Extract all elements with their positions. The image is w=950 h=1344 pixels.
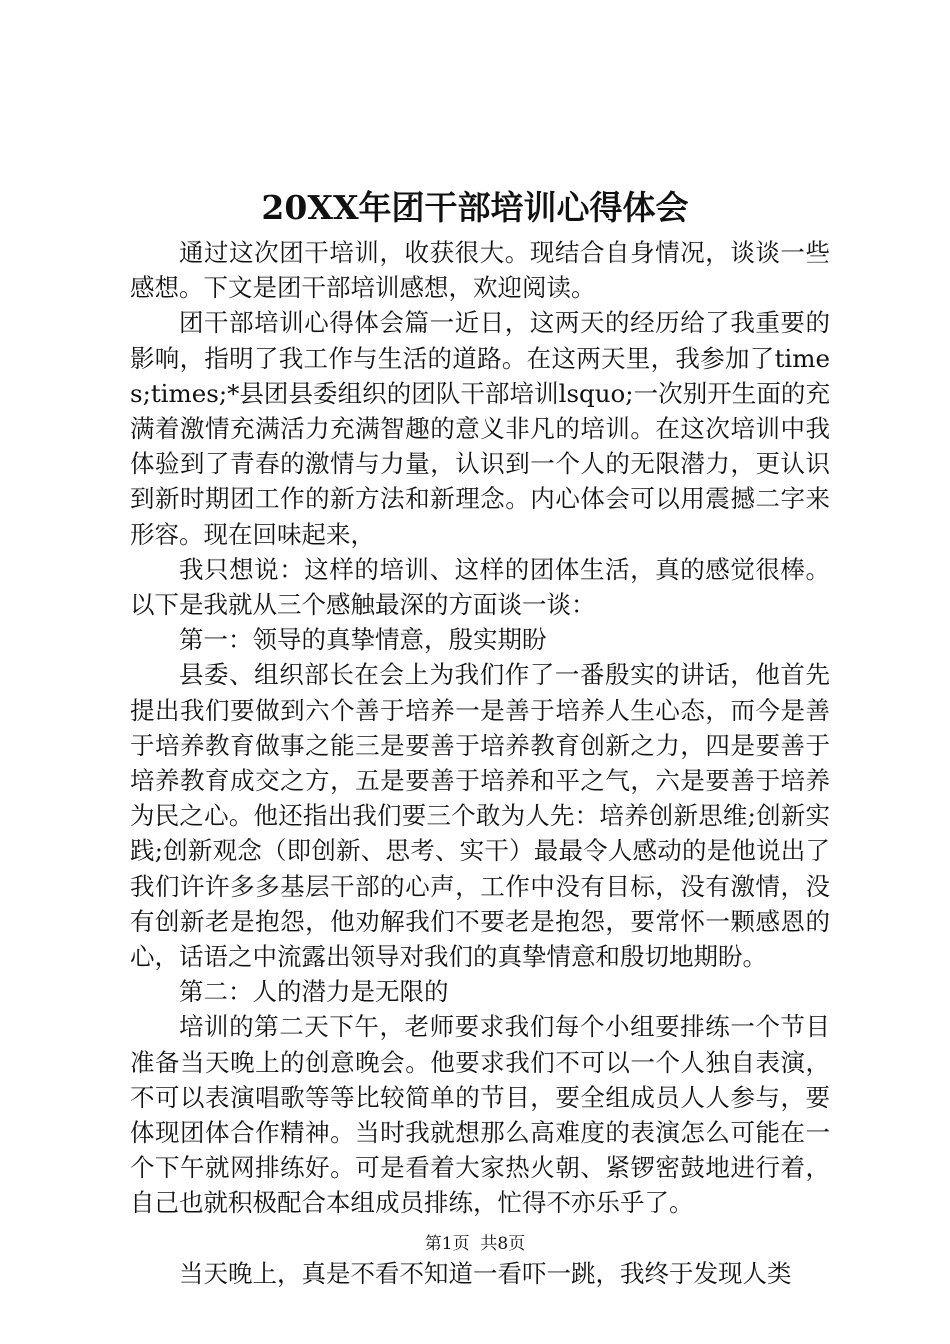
section-heading-first: 第一：领导的真挚情意，殷实期盼 [179,625,547,655]
document-title: 20XX年团干部培训心得体会 [261,188,689,227]
paragraph-summary: 我只想说：这样的培训、这样的团体生活，真的感觉很棒。以下是我就从三个感触最深的方面谈一谈： [130,554,830,620]
paragraph-evening: 当天晚上，真是不看不知道一看吓一跳，我终于发现人类 [179,1258,792,1288]
paragraph-rehearsal: 培训的第二天下午，老师要求我们每个小组要排练一个节目准备当天晚上的创意晚会。他要求我们不可以一个人独自表演，不可以表演唱歌等等比较简单的节目，要全组成员人人参与，要体现团体合作精神。当时我就想那么高难度的表演怎么可能在一个下午就网排练好。可是看着大家热火朝、紧锣密鼓地进行着，自己也就积极配合本组成员排练，忙得不亦乐乎了。 [130,1012,830,1218]
page-number-label: 第1页 共8页 [424,1234,526,1254]
page-footer [0,1232,950,1256]
paragraph-leadership: 县委、组织部长在会上为我们作了一番殷实的讲话，他首先提出我们要做到六个善于培养一是善于培养人生心态，而今是善于培养教育做事之能三是要善于培养教育创新之力，四是要善于培养教育成交之方，五是要善于培养和平之气，六是要善于培养为民之心。他还指出我们要三个敢为人先：培养创新思维;创新实践;创新观念（即创新、思考、实干）最最令人感动的是他说出了我们许许多多基层干部的心声，工作中没有目标，没有激情，没有创新老是抱怨，他劝解我们不要老是抱怨，要常怀一颗感恩的心，话语之中流露出领导对我们的真挚情意和殷切地期盼。 [130,660,830,972]
document-body [130,235,830,1291]
section-heading-second: 第二：人的潜力是无限的 [179,977,449,1007]
paragraph-part-one: 团干部培训心得体会篇一近日，这两天的经历给了我重要的影响，指明了我工作与生活的道路。在这两天里，我参加了times;times;*县团县委组织的团队干部培训lsquo;一次别开生面的充满着激情充满活力充满智趣的意义非凡的培训。在这次培训中我体验到了青春的激情与力量，认识到一个人的无限潜力，更认识到新时期团工作的新方法和新理念。内心体会可以用震撼二字来形容。现在回味起来， [130,308,830,549]
paragraph-intro: 通过这次团干培训，收获很大。现结合自身情况，谈谈一些感想。下文是团干部培训感想，欢迎阅读。 [130,238,830,303]
